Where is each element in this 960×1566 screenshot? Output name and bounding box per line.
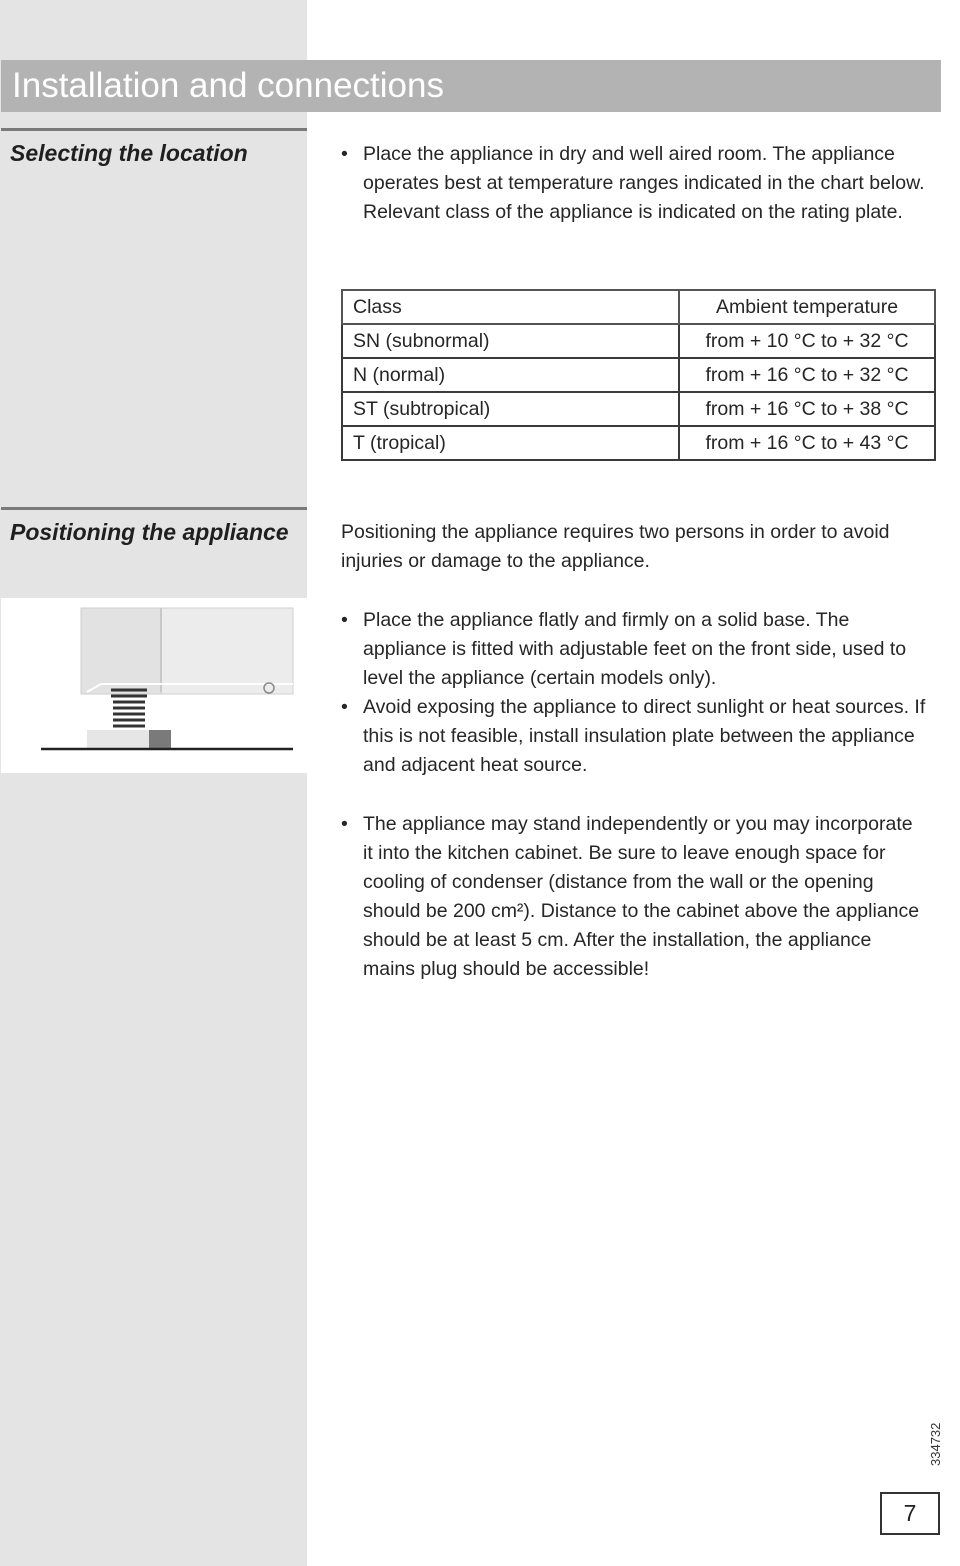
section2-intro: Positioning the appliance requires two persons in order to avoid injuries or damage to the appliance. <box>341 521 890 572</box>
table-cell-class: SN (subnormal) <box>342 324 679 358</box>
sidebar-background <box>0 0 307 1566</box>
section1-text <box>341 140 931 227</box>
table-row <box>342 358 935 392</box>
table-cell-class: N (normal) <box>342 358 679 392</box>
page-title: Installation and connections <box>1 60 941 112</box>
section-divider <box>1 128 307 131</box>
section-divider <box>1 507 307 510</box>
temperature-class-table <box>341 289 936 461</box>
column-header-ambient-temperature: Ambient temperature <box>679 290 935 324</box>
section2-bullets-a <box>341 606 933 780</box>
table-row <box>342 392 935 426</box>
column-header-class: Class <box>342 290 679 324</box>
list-item: • The appliance may stand independently or you may incorporate it into the kitchen cabinet. Be sure to leave enough space for cooling of condenser (distance from the wall or the opening should be 200 cm²). Distance to the cabinet above the appliance should be at least 5 cm. After the installation, the appliance mains plug should be accessible! <box>341 810 921 984</box>
table-row <box>342 426 935 460</box>
table-row <box>342 324 935 358</box>
table-cell-temperature: from + 16 °C to + 38 °C <box>679 392 935 426</box>
table-cell-class: T (tropical) <box>342 426 679 460</box>
adjustable-foot-illustration <box>1 598 307 773</box>
section-heading-selecting-location: Selecting the location <box>10 140 248 166</box>
section-heading-positioning-appliance: Positioning the appliance <box>10 519 289 545</box>
list-item: • Place the appliance in dry and well aired room. The appliance operates best at temperature ranges indicated in the chart below. Relevant class of the appliance is indicated on the rating plate. <box>341 140 931 227</box>
document-code: 334732 <box>928 1422 943 1466</box>
table-header-row <box>342 290 935 324</box>
list-item: • Place the appliance flatly and firmly on a solid base. The appliance is fitted with adjustable feet on the front side, used to level the appliance (certain models only). <box>341 606 933 693</box>
table-cell-temperature: from + 16 °C to + 43 °C <box>679 426 935 460</box>
section2-bullets-b <box>341 810 921 984</box>
table-cell-class: ST (subtropical) <box>342 392 679 426</box>
page-number: 7 <box>880 1492 940 1535</box>
list-item: • Avoid exposing the appliance to direct sunlight or heat sources. If this is not feasible, install insulation plate between the appliance and adjacent heat source. <box>341 693 933 780</box>
table-cell-temperature: from + 16 °C to + 32 °C <box>679 358 935 392</box>
appliance-foot-drawing <box>1 598 307 773</box>
table-cell-temperature: from + 10 °C to + 32 °C <box>679 324 935 358</box>
